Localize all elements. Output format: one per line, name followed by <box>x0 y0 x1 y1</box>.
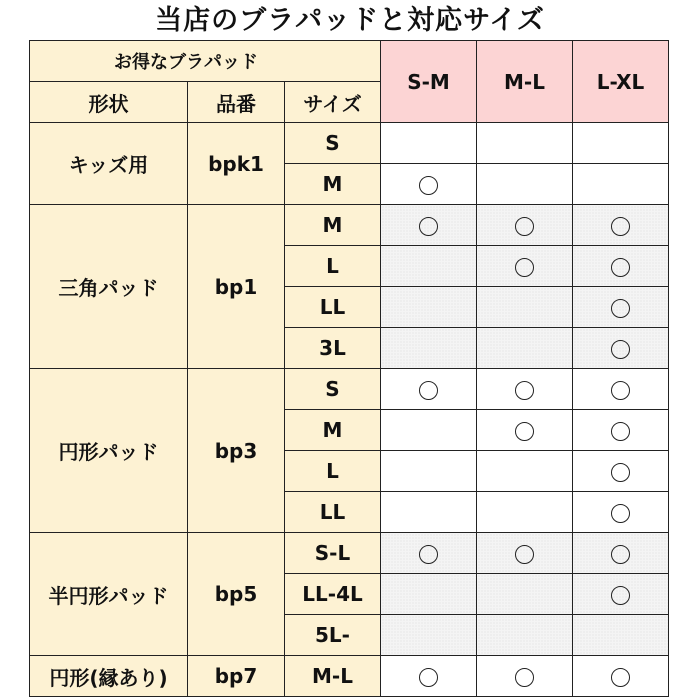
compat-cell-l-xl <box>573 574 669 615</box>
header-group-label: お得なブラパッド <box>30 41 381 82</box>
table-row <box>30 533 669 574</box>
shape-cell: 半円形パッド <box>30 533 188 656</box>
compat-cell-s-m <box>381 164 477 205</box>
header-target-s-m: S-M <box>381 41 477 123</box>
size-cell: L <box>285 451 381 492</box>
circle-mark-icon <box>611 299 630 318</box>
compat-cell-m-l <box>477 164 573 205</box>
circle-mark-icon <box>419 545 438 564</box>
circle-mark-icon <box>515 668 534 687</box>
compat-cell-l-xl <box>573 451 669 492</box>
compat-cell-l-xl <box>573 492 669 533</box>
compat-cell-l-xl <box>573 164 669 205</box>
circle-mark-icon <box>419 176 438 195</box>
compat-cell-l-xl <box>573 656 669 697</box>
compat-cell-l-xl <box>573 205 669 246</box>
circle-mark-icon <box>419 668 438 687</box>
code-cell: bp1 <box>188 205 285 369</box>
page-title: 当店のブラパッドと対応サイズ <box>155 5 545 36</box>
size-cell: LL <box>285 492 381 533</box>
compat-cell-s-m <box>381 451 477 492</box>
header-target-m-l: M-L <box>477 41 573 123</box>
compat-cell-m-l <box>477 492 573 533</box>
compat-cell-s-m <box>381 410 477 451</box>
circle-mark-icon <box>515 422 534 441</box>
compat-cell-s-m <box>381 369 477 410</box>
compat-cell-s-m <box>381 615 477 656</box>
circle-mark-icon <box>419 381 438 400</box>
circle-mark-icon <box>611 668 630 687</box>
size-cell: S <box>285 123 381 164</box>
compat-cell-l-xl <box>573 328 669 369</box>
size-cell: M <box>285 164 381 205</box>
header-code: 品番 <box>188 82 285 123</box>
circle-mark-icon <box>611 217 630 236</box>
compat-cell-m-l <box>477 615 573 656</box>
compat-cell-m-l <box>477 410 573 451</box>
size-cell: M <box>285 205 381 246</box>
compat-cell-l-xl <box>573 287 669 328</box>
table-row <box>30 369 669 410</box>
compat-cell-l-xl <box>573 410 669 451</box>
circle-mark-icon <box>611 463 630 482</box>
shape-cell: キッズ用 <box>30 123 188 205</box>
compat-cell-m-l <box>477 123 573 164</box>
header-size: サイズ <box>285 82 381 123</box>
table-row <box>30 123 669 164</box>
compat-cell-s-m <box>381 328 477 369</box>
circle-mark-icon <box>611 340 630 359</box>
compat-cell-s-m <box>381 574 477 615</box>
compat-cell-s-m <box>381 533 477 574</box>
header-shape: 形状 <box>30 82 188 123</box>
circle-mark-icon <box>611 422 630 441</box>
size-cell: 5L- <box>285 615 381 656</box>
compat-cell-m-l <box>477 369 573 410</box>
compat-cell-l-xl <box>573 533 669 574</box>
size-cell: M <box>285 410 381 451</box>
circle-mark-icon <box>611 545 630 564</box>
table-row <box>30 656 669 697</box>
size-cell: M-L <box>285 656 381 697</box>
circle-mark-icon <box>611 586 630 605</box>
shape-cell: 円形(縁あり) <box>30 656 188 697</box>
code-cell: bp3 <box>188 369 285 533</box>
header-row-top <box>30 41 669 82</box>
shape-cell: 三角パッド <box>30 205 188 369</box>
compat-cell-s-m <box>381 246 477 287</box>
circle-mark-icon <box>611 504 630 523</box>
code-cell: bp7 <box>188 656 285 697</box>
table-row <box>30 205 669 246</box>
compat-cell-m-l <box>477 533 573 574</box>
size-cell: L <box>285 246 381 287</box>
size-cell: 3L <box>285 328 381 369</box>
compat-cell-m-l <box>477 656 573 697</box>
circle-mark-icon <box>515 545 534 564</box>
compat-cell-m-l <box>477 574 573 615</box>
compat-cell-m-l <box>477 205 573 246</box>
size-cell: LL-4L <box>285 574 381 615</box>
code-cell: bpk1 <box>188 123 285 205</box>
compat-cell-l-xl <box>573 246 669 287</box>
shape-cell: 円形パッド <box>30 369 188 533</box>
compat-cell-m-l <box>477 328 573 369</box>
compat-cell-m-l <box>477 246 573 287</box>
compat-cell-s-m <box>381 205 477 246</box>
circle-mark-icon <box>419 217 438 236</box>
size-chart-table <box>29 40 669 697</box>
circle-mark-icon <box>611 381 630 400</box>
compat-cell-m-l <box>477 287 573 328</box>
compat-cell-s-m <box>381 656 477 697</box>
size-chart-body <box>30 41 669 697</box>
circle-mark-icon <box>515 217 534 236</box>
size-cell: S-L <box>285 533 381 574</box>
circle-mark-icon <box>515 258 534 277</box>
header-target-l-xl: L-XL <box>573 41 669 123</box>
compat-cell-m-l <box>477 451 573 492</box>
compat-cell-s-m <box>381 287 477 328</box>
compat-cell-l-xl <box>573 123 669 164</box>
compat-cell-l-xl <box>573 615 669 656</box>
compat-cell-s-m <box>381 492 477 533</box>
code-cell: bp5 <box>188 533 285 656</box>
circle-mark-icon <box>515 381 534 400</box>
size-cell: S <box>285 369 381 410</box>
compat-cell-l-xl <box>573 369 669 410</box>
size-cell: LL <box>285 287 381 328</box>
circle-mark-icon <box>611 258 630 277</box>
compat-cell-s-m <box>381 123 477 164</box>
